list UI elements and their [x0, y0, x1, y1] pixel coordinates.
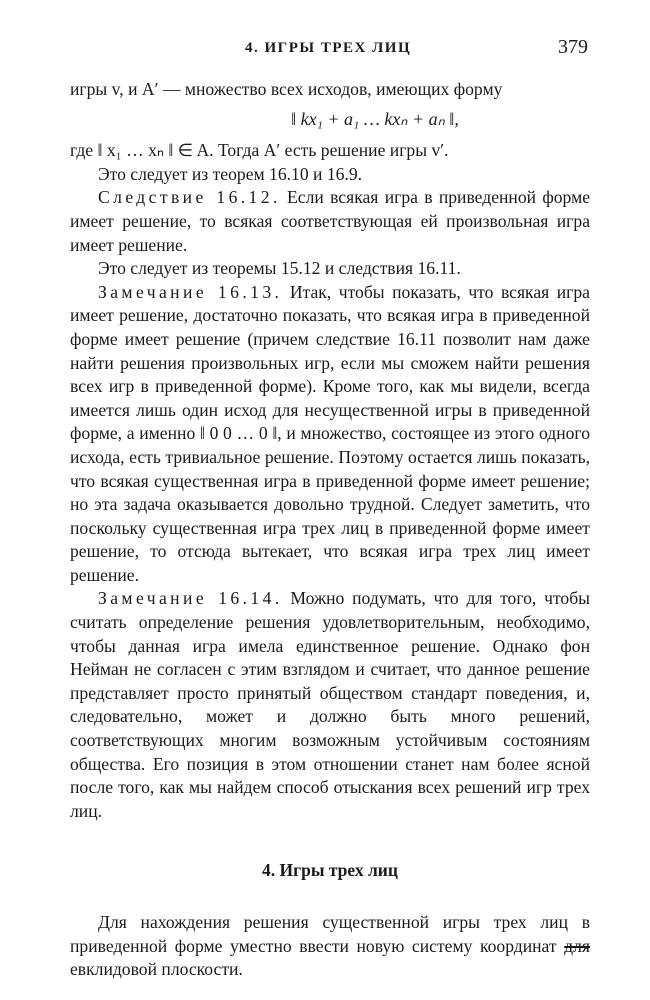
page-number: 379 — [558, 36, 588, 58]
corollary-label: Следствие 16.12. — [98, 187, 281, 208]
final-text-after: евклидовой плоскости. — [70, 959, 243, 980]
formula: ‖ kx₁ + a₁ … kxₙ + aₙ ‖, — [291, 108, 459, 129]
remark2-label: Замечание 16.14. — [98, 588, 283, 609]
remark-16-13 — [70, 281, 590, 588]
running-title: 4. ИГРЫ ТРЕХ ЛИЦ — [245, 40, 412, 56]
page-body — [70, 78, 590, 982]
corollary-text: Если всякая игра в приведенной форме имеет решение, то всякая соответствующая ей произвольная игра имеет решение. — [70, 187, 591, 255]
corollary-proof: Это следует из теоремы 15.12 и следствия 16.11. — [98, 258, 461, 279]
corollary-16-12 — [70, 186, 590, 257]
paragraph-line1: игры v, и A′ — множество всех исходов, имеющих форму — [70, 79, 503, 99]
remark-16-14 — [70, 587, 590, 823]
remark2-text: Можно подумать, что для того, чтобы считать определение решения удовлетворительным, необходимо, чтобы данная игра имела единственное решение. Однако фон Нейман не согласен с этим взглядом и считает, что данное решение представляет просто принятый обществом стандарт поведения, и, следовательно, может и должно быть много решений, соответствующих многим возможным устойчивым состояниям общества. Его позиция в этом отношении станет нам более ясной после того, как мы найдем способ отыскания всех решений игр трех лиц. — [70, 588, 590, 821]
paragraph-line3: где ‖ x₁ … xₙ ‖ ∈ A. Тогда A′ есть решение игры v′. — [70, 140, 449, 161]
remark1-text: Итак, чтобы показать, что всякая игра имеет решение, достаточно показать, что всякая игра в приведенной форме имеет решение (причем следствие 16.11 позволит нам даже найти решения произвольных игр, если мы сможем найти решения всех игр в приведенной форме). Кроме того, как мы видели, всегда имеется лишь один исход для несущественной игры в приведенной форме, а именно ‖ 0 0 … 0 ‖, и множество, состоящее из этого одного исхода, есть тривиальное решение. Поэтому остается лишь показать, что всякая существенная игра в приведенной форме имеет решение; но эта задача оказывается довольно трудной. Следует заметить, что поскольку существенная игра трех лиц в приведенной форме имеет решение, то отсюда вытекает, что всякая игра трех лиц имеет решение. — [70, 281, 590, 585]
struck-word: для — [564, 935, 590, 956]
section-title: 4. Игры трех лиц — [262, 860, 398, 881]
final-paragraph — [70, 911, 590, 982]
paragraph-line4: Это следует из теорем 16.10 и 16.9. — [98, 163, 363, 184]
remark1-label: Замечание 16.13. — [98, 281, 283, 302]
page-header — [70, 36, 590, 64]
final-text-before: Для нахождения решения существенной игры трех лиц в приведенной форме уместно ввести новую систему координат — [70, 912, 590, 956]
